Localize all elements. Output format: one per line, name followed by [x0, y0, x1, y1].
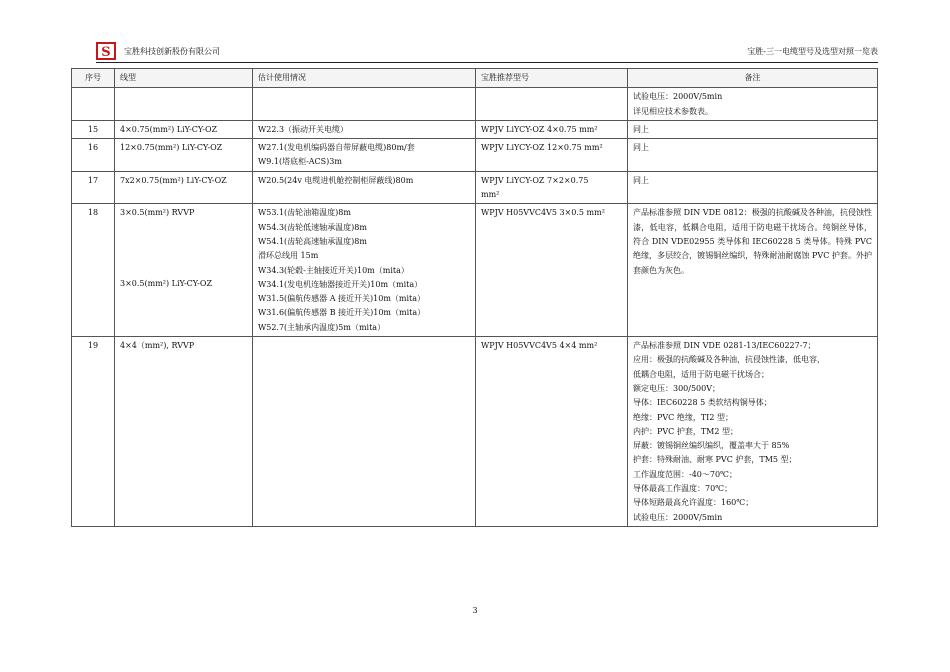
cell-no: 16	[72, 139, 115, 172]
cell-notes	[628, 337, 878, 527]
cell-notes	[628, 120, 878, 138]
note-line: 低耦合电阻，适用于防电磁干扰场合；	[633, 369, 769, 379]
usage-line: W34.1(发电机连轴器接近开关)10m（mita）	[258, 279, 423, 289]
cell-model	[476, 139, 628, 172]
type-line: 4×4（mm²), RVVP	[120, 341, 195, 351]
note-line: 导体：IEC60228 5 类软结构铜导体；	[633, 398, 772, 408]
usage-line: W20.5(24v 电缆进机舱控制柜屏蔽线)80m	[258, 175, 414, 185]
model-line: WPJV H05VVC4V5 3×0.5 mm²	[481, 208, 605, 218]
note-line: 同上	[633, 175, 649, 185]
col-header-type: 线型	[115, 69, 253, 88]
cell-usage	[253, 88, 476, 121]
usage-line: W53.1(齿轮油箱温度)8m	[258, 208, 351, 218]
cell-type	[115, 139, 253, 172]
type-line: 4×0.75(mm²) LiY-CY-OZ	[120, 124, 218, 134]
table-body	[72, 88, 878, 527]
cell-type	[115, 171, 253, 204]
document-title: 宝胜-三一电缆型号及选型对照一览表	[747, 47, 878, 56]
cell-no: 17	[72, 171, 115, 204]
usage-line: W31.6(偏航传感器 B 接近开关)10m（mita）	[258, 308, 426, 318]
cell-no: 18	[72, 204, 115, 337]
type-line: 3×0.5(mm²) LiY-CY-OZ	[120, 278, 212, 288]
cell-usage	[253, 139, 476, 172]
usage-line: W52.7(主轴承内温度)5m（mita）	[258, 322, 386, 332]
note-line: 试验电压：2000V/5min	[633, 512, 723, 522]
cell-type	[115, 88, 253, 121]
note-line: 内护：PVC 护套，TM2 型；	[633, 426, 738, 436]
cell-notes	[628, 88, 878, 121]
cell-model	[476, 337, 628, 527]
note-line: 导体短路最高允许温度：160℃；	[633, 498, 754, 508]
col-header-no: 序号	[72, 69, 115, 88]
usage-line: W27.1(发电机编码器自带屏蔽电缆)80m/套	[258, 143, 415, 153]
header-divider	[96, 62, 878, 63]
usage-line: W34.3(轮毂-主轴接近开关)10m（mita）	[258, 265, 409, 275]
col-header-notes: 备注	[628, 69, 878, 88]
col-header-model: 宝胜推荐型号	[476, 69, 628, 88]
type-line: 3×0.5(mm²) RVVP	[120, 208, 195, 218]
model-line: WPJV LiYCY-OZ 12×0.75 mm²	[481, 143, 603, 153]
cell-no: 19	[72, 337, 115, 527]
company-logo-icon	[96, 42, 116, 60]
note-line: 详见相应技术参数表。	[633, 106, 713, 116]
col-header-usage: 估计使用情况	[253, 69, 476, 88]
cell-model	[476, 120, 628, 138]
model-line: mm²	[481, 190, 500, 200]
cell-model	[476, 88, 628, 121]
table-row	[72, 120, 878, 138]
cell-usage	[253, 204, 476, 337]
note-line: 屏蔽：镀锡铜丝编织编织，覆盖率大于 85%	[633, 441, 790, 451]
model-line: WPJV LiYCY-OZ 4×0.75 mm²	[481, 124, 598, 134]
cell-notes: 产品标准参照 DIN VDE 0812：极强的抗酸碱及各种油，抗侵蚀性漆，低电容，低耦合电阻，适用于防电磁干扰场合。纯铜丝导体，符合 DIN VDE02955 类导体和 IEC60228 5 类导体。特殊 PVC 绝缘，多层绞合，镀锡铜丝编织，特殊耐油耐腐蚀 PVC 护套。外护套颜色为灰色。	[628, 204, 878, 337]
note-line: 应用：极强的抗酸碱及各种油，抗侵蚀性漆，低电容，	[633, 355, 825, 365]
company-name: 宝胜科技创新股份有限公司	[124, 47, 220, 56]
spacer	[120, 249, 247, 277]
cell-no: 15	[72, 120, 115, 138]
usage-line: W31.5(偏航传感器 A 接近开关)10m（mita）	[258, 294, 426, 304]
svg-text:S: S	[101, 45, 111, 60]
cable-comparison-table	[71, 68, 878, 527]
note-line: 额定电压：300/500V；	[633, 383, 721, 393]
note-line: 同上	[633, 124, 649, 134]
note-line: 试验电压：2000V/5min	[633, 92, 723, 102]
model-line: WPJV LiYCY-OZ 7×2×0.75	[481, 175, 589, 185]
cell-usage	[253, 120, 476, 138]
type-line: 7x2×0.75(mm²) LiY-CY-OZ	[120, 175, 227, 185]
usage-line: 滑环总线用 15m	[258, 251, 319, 261]
page-number: 3	[472, 606, 478, 615]
spacer	[120, 221, 247, 249]
table-header-row	[72, 69, 878, 88]
page-header	[96, 40, 878, 64]
cell-model	[476, 171, 628, 204]
note-line: 产品标准参照 DIN VDE 0281-13/IEC60227-7；	[633, 341, 816, 351]
cell-usage	[253, 337, 476, 527]
note-line: 护套：特殊耐油、耐寒 PVC 护套，TM5 型；	[633, 455, 797, 465]
note-line: 工作温度范围：-40～70℃；	[633, 469, 738, 479]
usage-line: W9.1(塔底柜-ACS)3m	[258, 157, 342, 167]
table-row	[72, 171, 878, 204]
cell-notes	[628, 171, 878, 204]
type-line: 12×0.75(mm²) LiY-CY-OZ	[120, 143, 223, 153]
cell-notes	[628, 139, 878, 172]
note-line: 绝缘：PVC 绝缘，TI2 型；	[633, 412, 733, 422]
cell-type	[115, 204, 253, 337]
cell-type	[115, 120, 253, 138]
note-line: 同上	[633, 143, 649, 153]
cell-no	[72, 88, 115, 121]
model-line: WPJV H05VVC4V5 4×4 mm²	[481, 341, 598, 351]
usage-line: W54.3(齿轮低速轴承温度)8m	[258, 222, 367, 232]
cell-usage	[253, 171, 476, 204]
cell-model	[476, 204, 628, 337]
table-row	[72, 88, 878, 121]
table-row	[72, 204, 878, 337]
table-row	[72, 139, 878, 172]
usage-line: W22.3（振动开关电缆）	[258, 124, 349, 134]
table-row	[72, 337, 878, 527]
note-line: 导体最高工作温度：70℃；	[633, 484, 733, 494]
cell-type	[115, 337, 253, 527]
usage-line: W54.1(齿轮高速轴承温度)8m	[258, 236, 367, 246]
